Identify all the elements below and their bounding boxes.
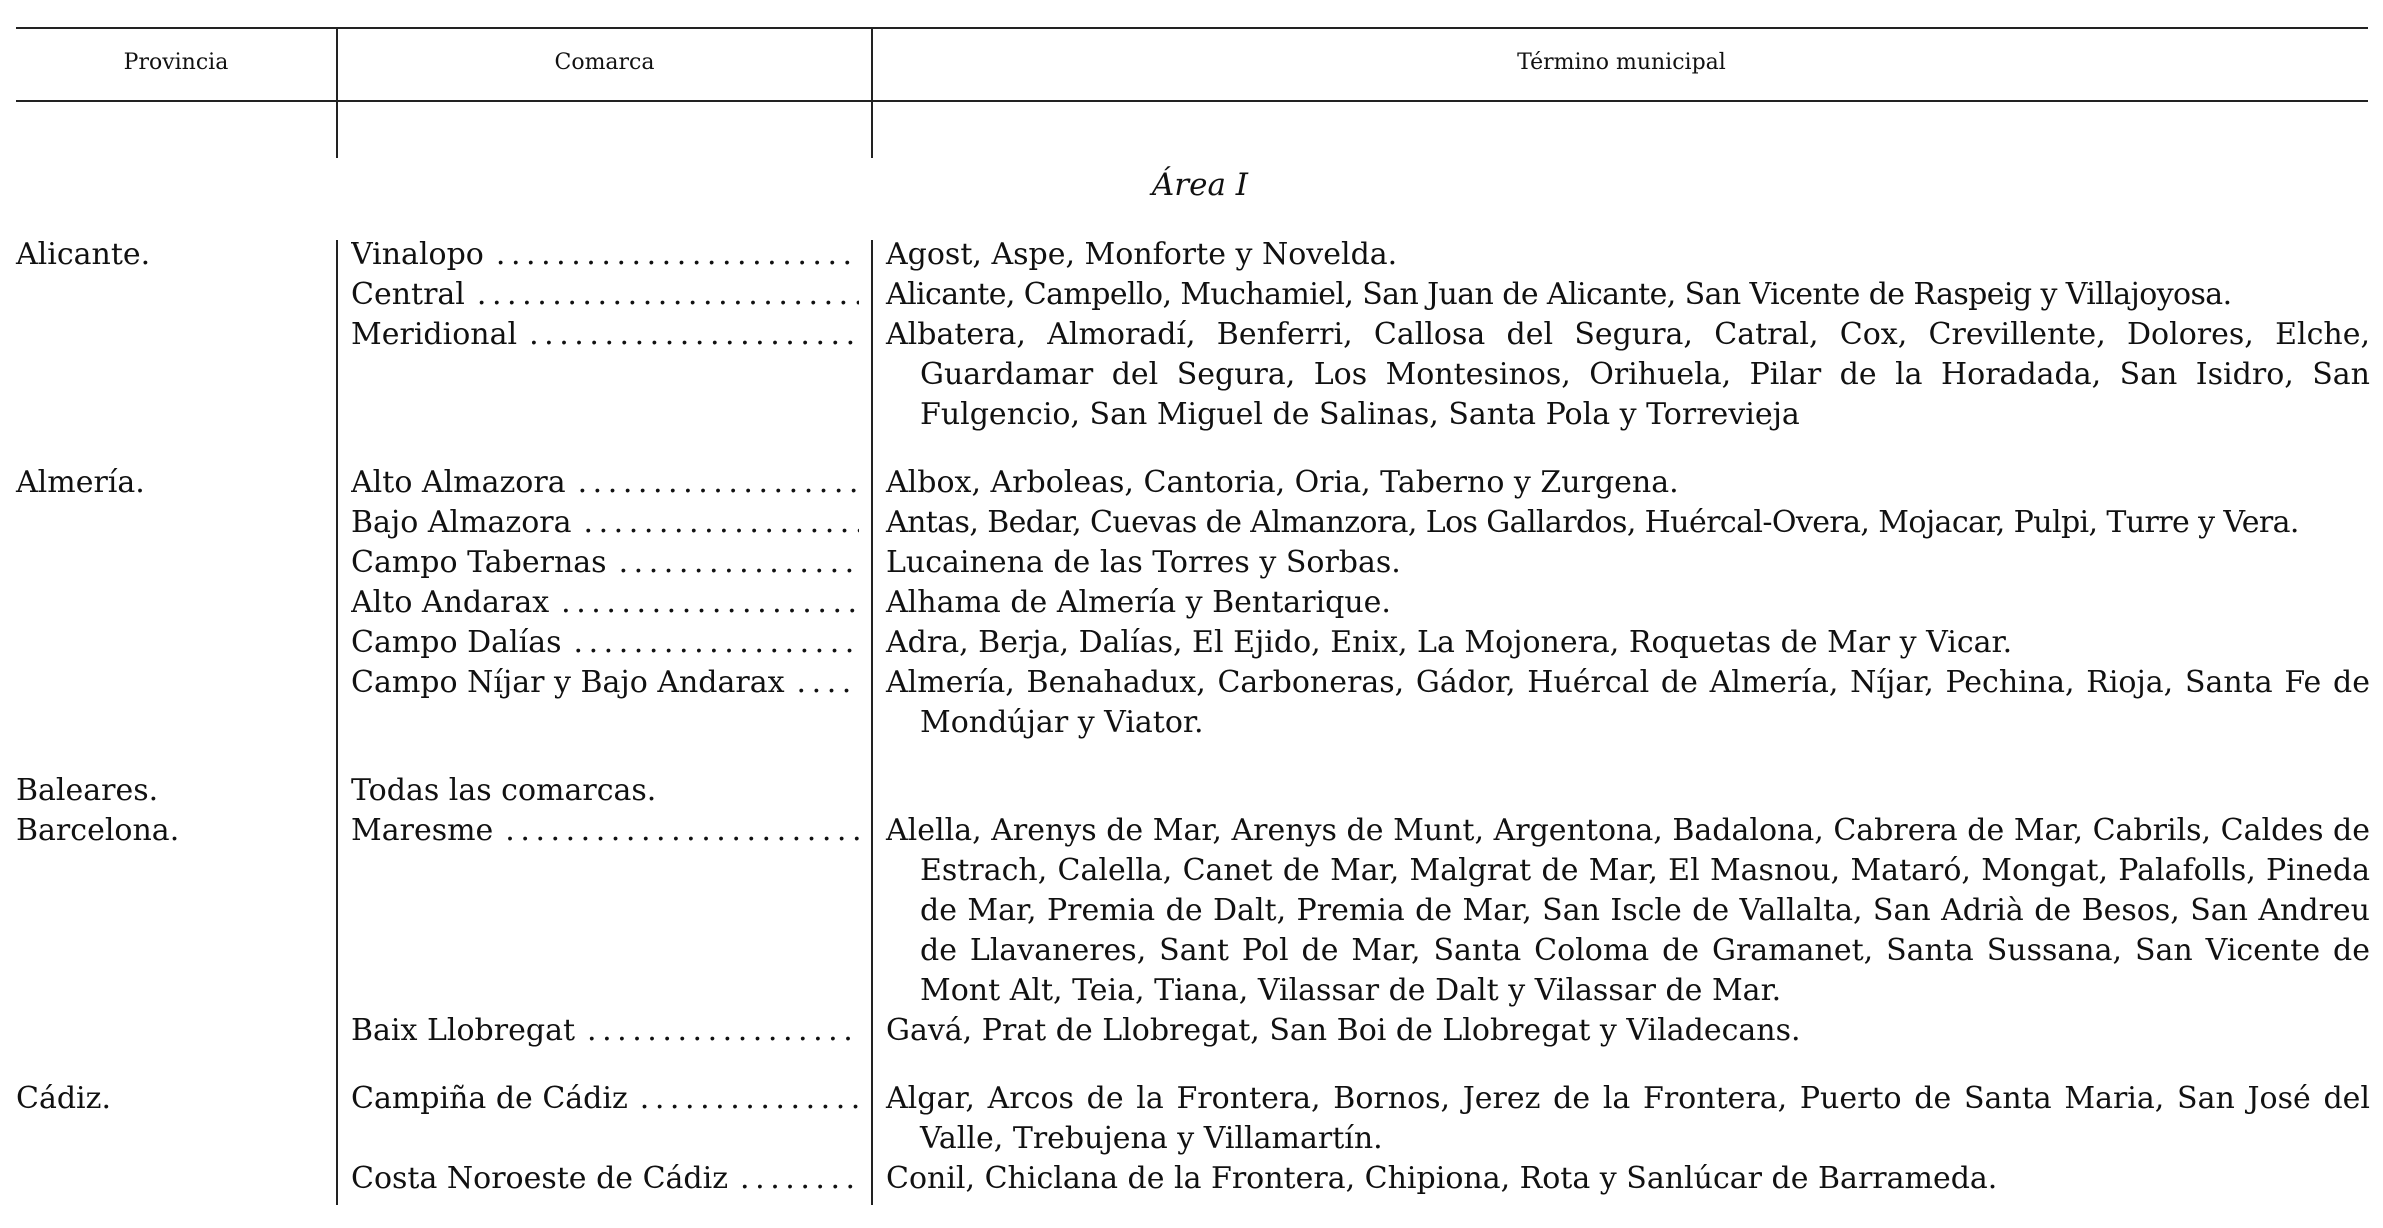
municipios-cell: Alicante, Campello, Muchamiel, San Juan de Alicante, San Vicente de Raspeig y Villajoyosa. [886,277,2232,312]
table-top-rule [16,27,2368,29]
municipios-cell: Agost, Aspe, Monforte y Novelda. [886,237,1398,272]
header-comarca: Comarca [554,50,655,75]
comarca-name: Bajo Almazora [351,505,572,540]
municipios-cell: Gavá, Prat de Llobregat, San Boi de Llobregat y Viladecans. [886,1013,1801,1048]
comarca-cell [351,543,859,583]
comarca-cell [351,623,859,663]
comarca-name: Central [351,277,465,312]
comarca-cell [351,1079,859,1119]
comarca-cell [351,1011,859,1051]
comarca-cell [351,275,859,315]
comarca-cell [351,583,859,623]
municipios-cell: Lucainena de las Torres y Sorbas. [886,545,1401,580]
comarca-name: Todas las comarcas. [351,773,657,808]
municipios-cell: Antas, Bedar, Cuevas de Almanzora, Los Gallardos, Huércal-Overa, Mojacar, Pulpi, Turre y Vera. [886,505,2299,540]
comarca-cell [351,463,859,503]
comarca-name: Campo Dalías [351,625,562,660]
dot-leader [584,503,859,543]
dot-leader [496,235,859,275]
dot-leader [740,1159,859,1199]
dot-leader [587,1011,859,1051]
provincia-cell: Alicante. [16,237,151,272]
provincia-cell: Baleares. [16,773,159,808]
municipios-cell: Alella, Arenys de Mar, Arenys de Munt, Argentona, Badalona, Cabrera de Mar, Cabrils, Caldes de Estrach, Calella, Canet de Mar, Malgrat de Mar, El Masnou, Mataró, Mongat, Palafolls, Pineda de Mar, Premia de Dalt, Premia de Mar, San Iscle de Vallalta, San Adrià de Besos, San Andreu de Llavaneres, Sant Pol de Mar, Santa Coloma de Gramanet, Santa Sussana, San Vicente de Mont Alt, Teia, Tiana, Vilassar de Dalt y Vilassar de Mar. [886,813,2370,1008]
comarca-name: Alto Almazora [351,465,566,500]
dot-leader [797,663,859,703]
comarca-name: Campo Níjar y Bajo Andarax [351,665,785,700]
dot-leader [505,811,859,851]
dot-leader [619,543,859,583]
municipios-cell: Almería, Benahadux, Carboneras, Gádor, Huércal de Almería, Níjar, Pechina, Rioja, Santa Fe de Mondújar y Viator. [886,665,2370,740]
comarca-name: Meridional [351,317,518,352]
comarca-name: Campo Tabernas [351,545,607,580]
dot-leader [529,315,859,355]
comarca-cell [351,1159,859,1199]
column-divider-comarca-header [871,28,873,158]
municipios-cell: Alhama de Almería y Bentarique. [886,585,1391,620]
comarca-name: Vinalopo [351,237,484,272]
dot-leader [640,1079,859,1119]
header-termino-municipal: Término municipal [1517,50,1726,75]
dot-leader [574,623,860,663]
header-bottom-rule [16,100,2368,102]
municipios-cell: Algar, Arcos de la Frontera, Bornos, Jerez de la Frontera, Puerto de Santa Maria, San José del Valle, Trebujena y Villamartín. [886,1081,2370,1156]
comarca-name: Campiña de Cádiz [351,1081,628,1116]
header-provincia: Provincia [123,50,229,75]
comarca-name: Alto Andarax [351,585,550,620]
column-divider-provincia [336,240,338,1205]
area-title: Área I [1151,167,1249,203]
comarca-cell [351,771,859,811]
dot-leader [578,463,859,503]
municipios-cell: Albatera, Almoradí, Benferri, Callosa del Segura, Catral, Cox, Crevillente, Dolores, Elche, Guardamar del Segura, Los Montesinos, Orihuela, Pilar de la Horadada, San Isidro, San Fulgencio, San Miguel de Salinas, Santa Pola y Torrevieja [886,317,2370,432]
comarca-cell [351,811,859,851]
dot-leader [477,275,859,315]
comarca-name: Maresme [351,813,494,848]
provincia-cell: Barcelona. [16,813,180,848]
provincia-cell: Cádiz. [16,1081,111,1116]
column-divider-provincia-header [336,28,338,158]
comarca-cell [351,503,859,543]
comarca-cell [351,315,859,355]
comarca-name: Costa Noroeste de Cádiz [351,1161,729,1196]
municipios-cell: Conil, Chiclana de la Frontera, Chipiona, Rota y Sanlúcar de Barrameda. [886,1161,1998,1196]
column-divider-comarca [871,240,873,1205]
municipios-cell: Albox, Arboleas, Cantoria, Oria, Taberno y Zurgena. [886,465,1679,500]
comarca-name: Baix Llobregat [351,1013,576,1048]
comarca-cell [351,235,859,275]
provincia-cell: Almería. [16,465,145,500]
comarca-cell [351,663,859,703]
municipios-cell: Adra, Berja, Dalías, El Ejido, Enix, La Mojonera, Roquetas de Mar y Vicar. [886,625,2013,660]
dot-leader [561,583,859,623]
